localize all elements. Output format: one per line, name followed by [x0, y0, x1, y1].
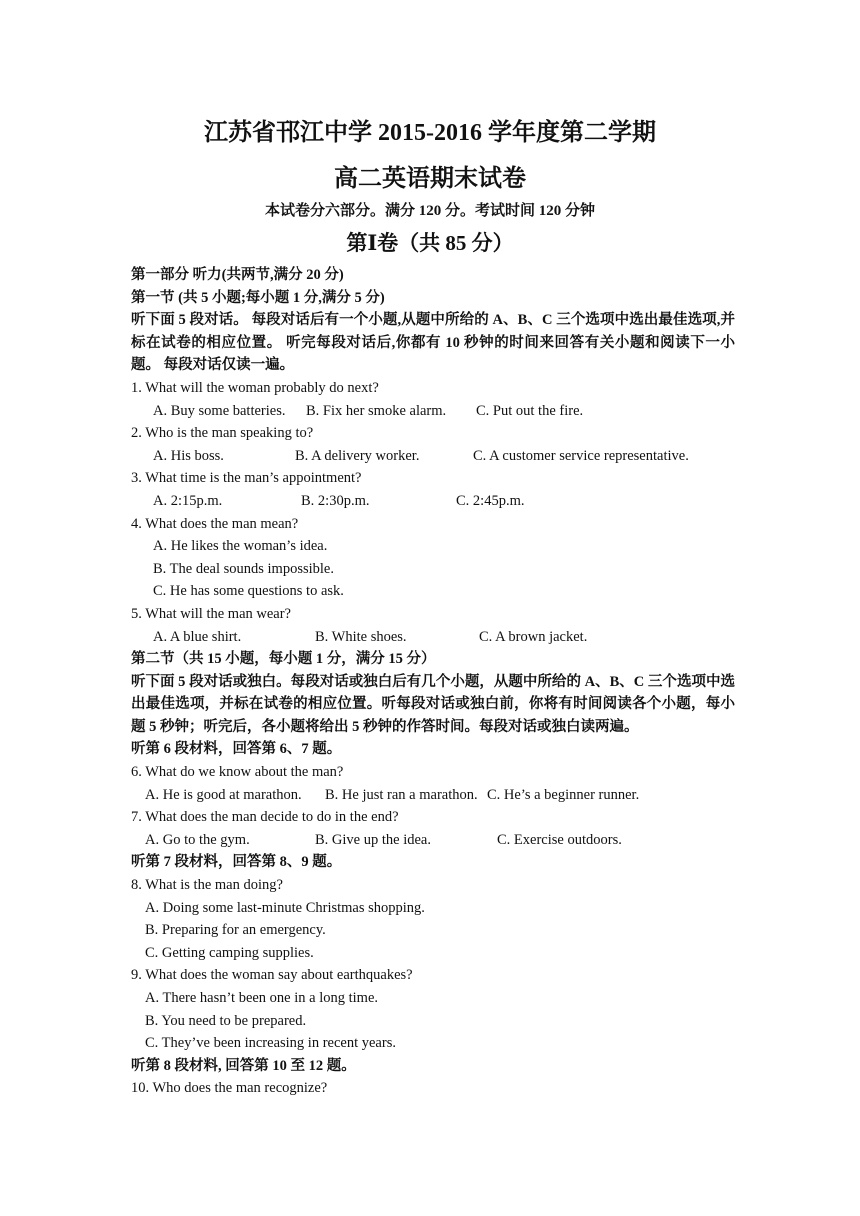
option-a: A. A blue shirt. [153, 628, 242, 645]
option-b: B. He just ran a marathon. [325, 786, 478, 803]
option-b: B. Fix her smoke alarm. [306, 402, 447, 419]
section2-heading: 第二节（共 15 小题，每小题 1 分，满分 15 分） [131, 651, 436, 668]
question-9: 9. What does the woman say about earthquakes? [131, 967, 413, 984]
option-c: C. A brown jacket. [479, 628, 588, 645]
option-a: A. 2:15p.m. [153, 492, 223, 509]
question-5: 5. What will the man wear? [131, 605, 291, 622]
question-1-options [131, 400, 735, 423]
option-c: C. Exercise outdoors. [497, 831, 622, 848]
option-b: B. The deal sounds impossible. [153, 560, 334, 577]
option-b: B. 2:30p.m. [301, 492, 370, 509]
option-c: C. Getting camping supplies. [145, 944, 314, 961]
section1-heading: 第一节 (共 5 小题;每小题 1 分,满分 5 分) [131, 289, 385, 306]
question-6-options [131, 784, 735, 807]
question-7: 7. What does the man decide to do in the end? [131, 809, 399, 826]
question-2-options [131, 445, 735, 468]
option-b: B. You need to be prepared. [145, 1012, 307, 1029]
part1-heading: 第一部分 听力(共两节,满分 20 分) [131, 267, 344, 283]
exam-title: 江苏省邗江中学 2015-2016 学年度第二学期 [204, 120, 656, 146]
option-a: A. His boss. [153, 447, 224, 464]
option-c: C. A customer service representative. [473, 447, 689, 464]
material-6-heading: 听第 6 段材料，回答第 6、7 题。 [131, 741, 342, 758]
section1-instructions: 听下面 5 段对话。 每段对话后有一个小题,从题中所给的 A、B、C 三个选项中选出最佳选项,并标在试卷的相应位置。 听完每段对话后,你都有 10 秒钟的时间来回答有关小题和阅读下一小题。 每段对话仅读一遍。 [131, 312, 735, 374]
question-3-options [131, 490, 735, 513]
question-5-options [131, 626, 735, 649]
question-10: 10. Who does the man recognize? [131, 1080, 328, 1097]
volume-heading: 第Ⅰ卷（共 85 分） [346, 231, 514, 255]
option-c: C. He has some questions to ask. [153, 583, 344, 600]
option-a: A. Doing some last-minute Christmas shopping. [145, 899, 425, 916]
option-a: A. Go to the gym. [145, 831, 250, 848]
option-c: C. They’ve been increasing in recent years. [145, 1035, 396, 1052]
question-7-options [131, 829, 735, 852]
option-c: C. 2:45p.m. [456, 492, 525, 509]
exam-info: 本试卷分六部分。满分 120 分。考试时间 120 分钟 [264, 203, 595, 219]
option-b: B. White shoes. [315, 628, 407, 645]
material-7-heading: 听第 7 段材料，回答第 8、9 题。 [131, 854, 342, 871]
option-c: C. Put out the fire. [476, 402, 584, 419]
question-3: 3. What time is the man’s appointment? [131, 470, 362, 487]
option-b: B. Give up the idea. [315, 831, 431, 848]
material-8-heading: 听第 8 段材料, 回答第 10 至 12 题。 [131, 1057, 356, 1074]
option-a: A. There hasn’t been one in a long time. [145, 990, 379, 1006]
option-b: B. A delivery worker. [295, 447, 420, 464]
question-4: 4. What does the man mean? [131, 515, 299, 532]
question-8: 8. What is the man doing? [131, 877, 283, 894]
exam-body [131, 264, 735, 1100]
option-a: A. He is good at marathon. [145, 786, 302, 803]
option-b: B. Preparing for an emergency. [145, 922, 326, 939]
section2-instructions: 听下面 5 段对话或独白。每段对话或独白后有几个小题，从题中所给的 A、B、C 三个选项中选出最佳选项，并标在试卷的相应位置。听每段对话或独白前，你将有时间阅读各个小题，每小题 5 秒钟；听完后，各小题将给出 5 秒钟的作答时间。每段对话或独白读两遍。 [131, 673, 735, 735]
question-6: 6. What do we know about the man? [131, 764, 344, 781]
option-c: C. He’s a beginner runner. [487, 786, 640, 803]
option-a: A. Buy some batteries. [153, 402, 286, 419]
exam-subtitle: 高二英语期末试卷 [334, 166, 526, 192]
question-1: 1. What will the woman probably do next? [131, 379, 379, 396]
question-2: 2. Who is the man speaking to? [131, 425, 314, 442]
option-a: A. He likes the woman’s idea. [153, 538, 328, 555]
